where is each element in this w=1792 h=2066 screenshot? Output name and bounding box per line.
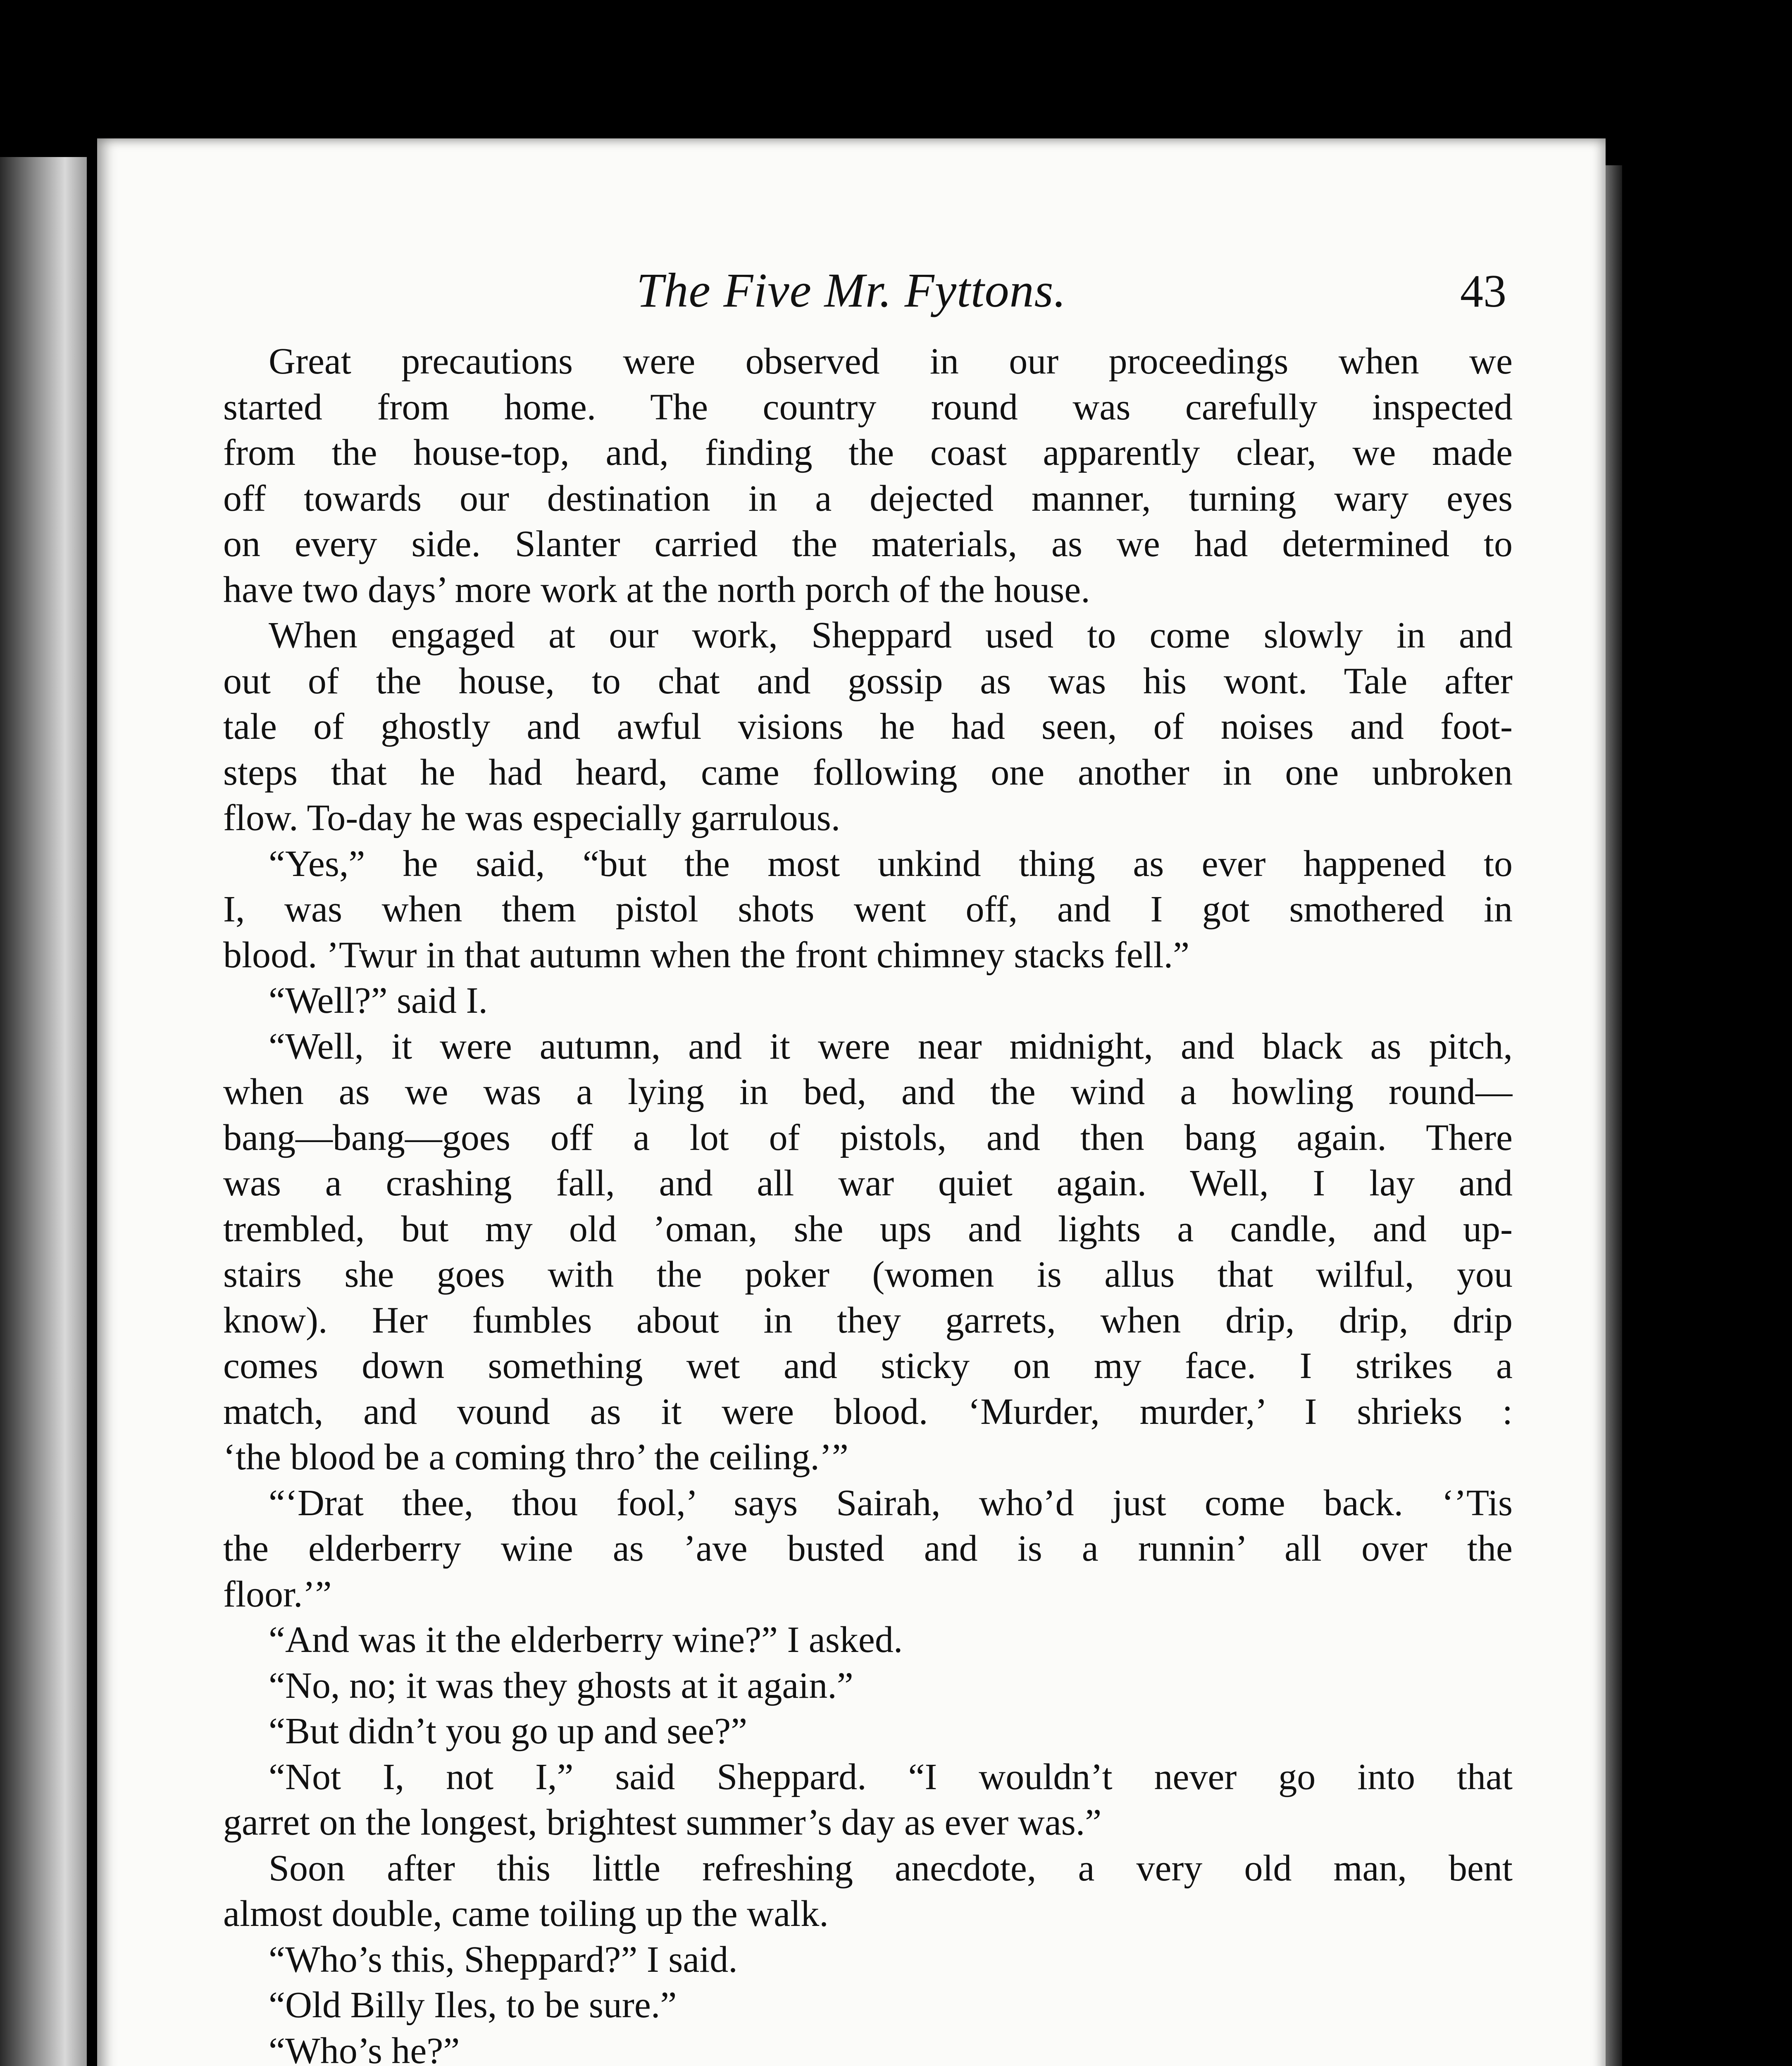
book-page (97, 138, 1606, 2066)
text-line: “But didn’t you go up and see?” (269, 1711, 748, 1752)
text-line: ‘the blood be a coming thro’ the ceiling.’” (223, 1437, 848, 1478)
running-head (97, 262, 1606, 345)
text-line: when as we was a lying in bed, and the wind a howling round— (223, 1071, 1513, 1112)
text-line: tale of ghostly and awful visions he had seen, of noises and foot- (223, 706, 1513, 747)
text-line: steps that he had heard, came following one another in one unbroken (223, 752, 1513, 793)
text-line: almost double, came toiling up the walk. (223, 1893, 829, 1934)
text-line: have two days’ more work at the north porch of the house. (223, 569, 1090, 610)
text-line: from the house-top, and, finding the coast apparently clear, we made (223, 432, 1513, 473)
text-line: blood. ’Twur in that autumn when the front chimney stacks fell.” (223, 934, 1190, 976)
text-line: off towards our destination in a dejected manner, turning wary eyes (223, 478, 1513, 519)
text-line: “Yes,” he said, “but the most unkind thing as ever happened to (269, 843, 1513, 884)
page-number: 43 (1460, 266, 1506, 317)
text-line: “Not I, not I,” said Sheppard. “I wouldn’t never go into that (269, 1756, 1513, 1797)
text-line: know). Her fumbles about in they garrets, when drip, drip, drip (223, 1300, 1513, 1341)
text-line: comes down something wet and sticky on my face. I strikes a (223, 1345, 1513, 1386)
body-text (223, 339, 1513, 2066)
text-line: “Well, it were autumn, and it were near midnight, and black as pitch, (269, 1026, 1513, 1067)
text-line: stairs she goes with the poker (women is allus that wilful, you (223, 1254, 1513, 1295)
text-line: “Who’s this, Sheppard?” I said. (269, 1939, 738, 1980)
text-line: was a crashing fall, and all war quiet again. Well, I lay and (223, 1163, 1513, 1204)
text-line: on every side. Slanter carried the materials, as we had determined to (223, 524, 1513, 564)
text-line: trembled, but my old ’oman, she ups and lights a candle, and up- (223, 1208, 1513, 1250)
text-line: “Old Billy Iles, to be sure.” (269, 1985, 677, 2026)
text-line: the elderberry wine as ’ave busted and is a runnin’ all over the (223, 1528, 1513, 1569)
text-line: started from home. The country round was carefully inspected (223, 386, 1513, 428)
text-line: Great precautions were observed in our proceedings when we (269, 341, 1513, 382)
text-line: garret on the longest, brightest summer’s day as ever was.” (223, 1802, 1102, 1843)
text-line: match, and vound as it were blood. ‘Murder, murder,’ I shrieks : (223, 1391, 1513, 1432)
text-line: “Well?” said I. (269, 980, 488, 1021)
text-line: I, was when them pistol shots went off, and I got smothered in (223, 889, 1513, 930)
running-title: The Five Mr. Fyttons. (636, 263, 1067, 317)
text-line: out of the house, to chat and gossip as was his wont. Tale after (223, 660, 1513, 702)
text-line: Soon after this little refreshing anecdote, a very old man, bent (269, 1847, 1513, 1889)
text-line: bang—bang—goes off a lot of pistols, and then bang again. There (223, 1117, 1513, 1158)
text-line: When engaged at our work, Sheppard used to come slowly in and (269, 615, 1513, 656)
text-line: “No, no; it was they ghosts at it again.” (269, 1665, 853, 1706)
text-line: “And was it the elderberry wine?” I asked. (269, 1619, 903, 1660)
text-line: “‘Drat thee, thou fool,’ says Sairah, who’d just come back. ‘’Tis (269, 1482, 1513, 1523)
text-line: “Who’s he?” (269, 2030, 460, 2066)
page-right-edge (1606, 165, 1622, 2066)
text-line: flow. To-day he was especially garrulous. (223, 797, 841, 838)
text-line: floor.’” (223, 1573, 332, 1615)
previous-page-edge (0, 157, 87, 2066)
